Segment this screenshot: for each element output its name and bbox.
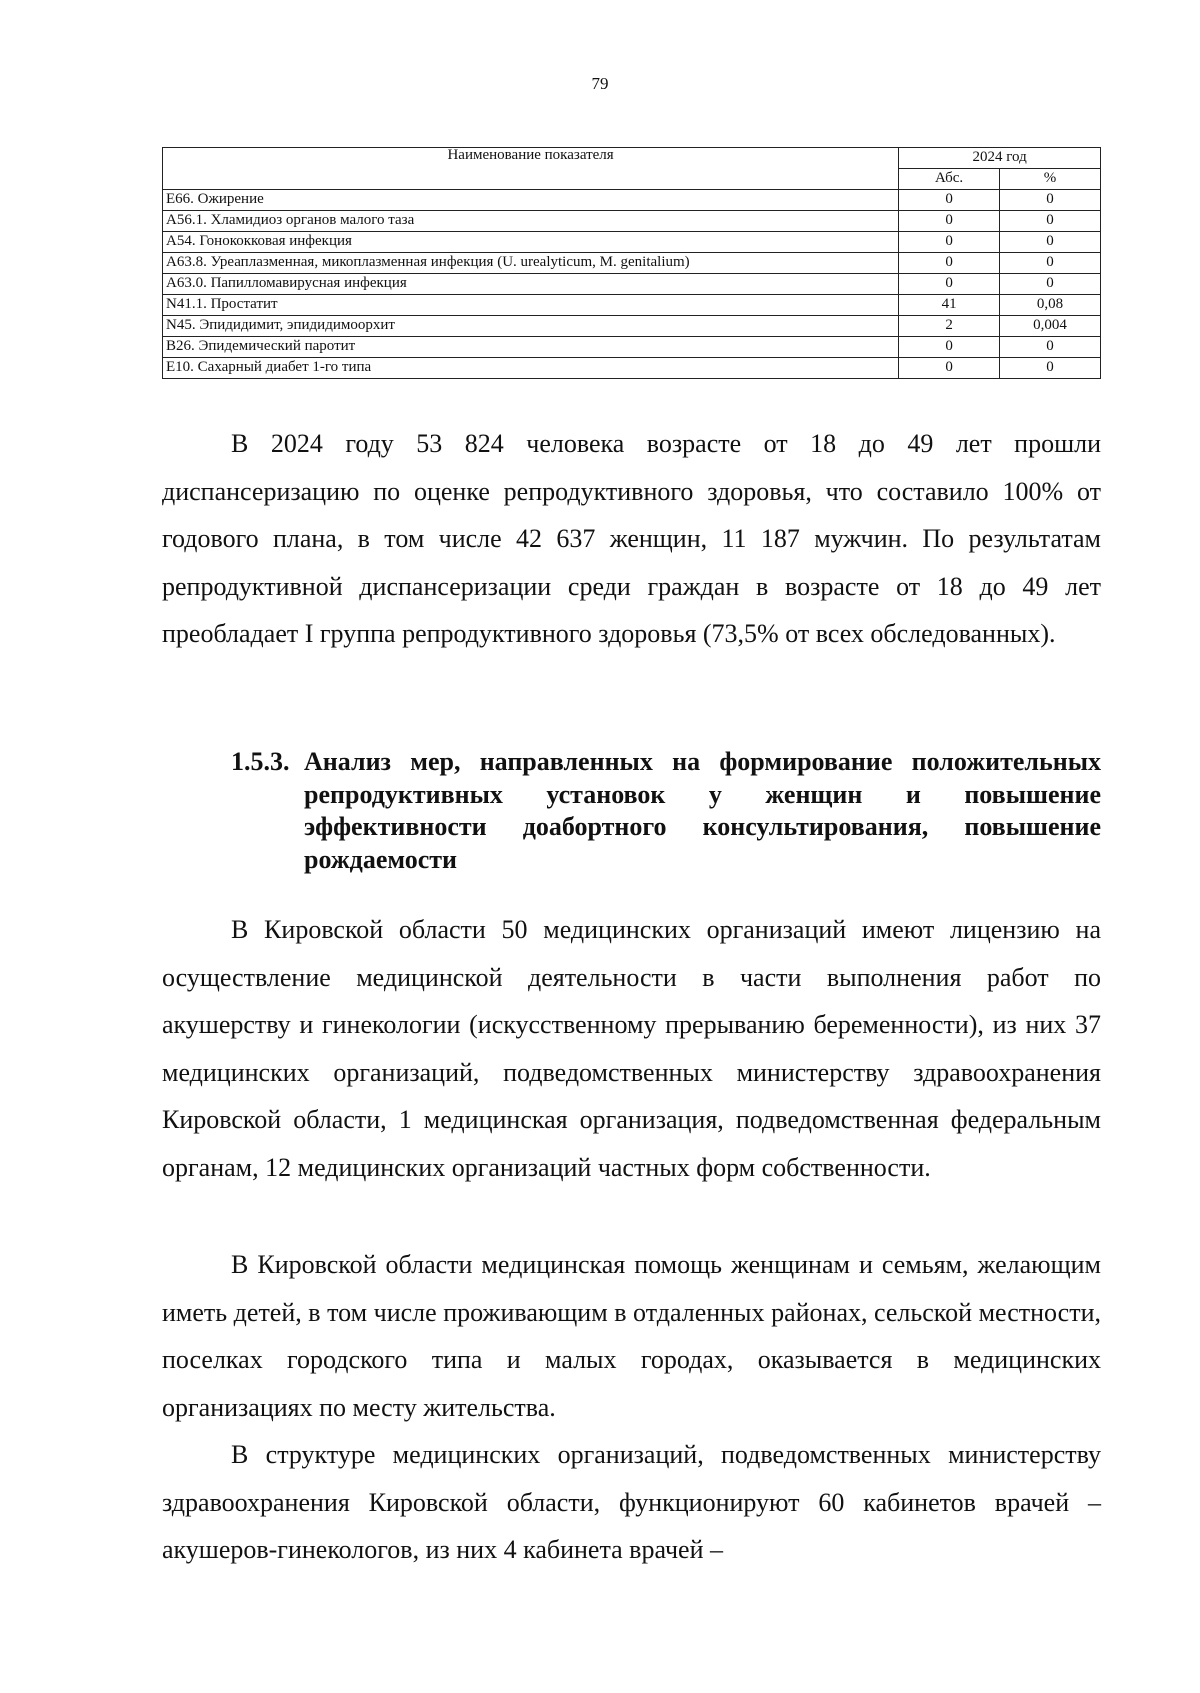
indicator-pct: 0 [999,232,1100,253]
indicator-name: A54. Гонококковая инфекция [163,232,899,253]
indicator-pct: 0 [999,337,1100,358]
table-row [163,316,1101,337]
indicator-name: E66. Ожирение [163,190,899,211]
indicator-pct: 0 [999,358,1100,379]
table-row [163,232,1101,253]
indicator-name: E10. Сахарный диабет 1-го типа [163,358,899,379]
paragraph-licensed-organizations: В Кировской области 50 медицинских организаций имеют лицензию на осуществление медицинской деятельности в части выполнения работ по акушерству и гинекологии (искусственному прерыванию беременности), из них 37 медицинских организаций, подведомственных министерству здравоохранения Кировской области, 1 медицинская организация, подведомственная федеральным органам, 12 медицинских организаций частных форм собственности. [162,915,1101,1182]
page-number: 79 [591,74,609,93]
indicator-pct: 0 [999,211,1100,232]
indicator-pct: 0 [999,274,1100,295]
table-row [163,358,1101,379]
indicator-pct: 0,004 [999,316,1100,337]
indicator-pct: 0 [999,190,1100,211]
indicator-pct: 0,08 [999,295,1100,316]
indicator-name: A63.8. Уреаплазменная, микоплазменная инфекция (U. urealyticum, M. genitalium) [163,253,899,274]
indicator-name: N41.1. Простатит [163,295,899,316]
indicator-abs: 0 [899,232,1000,253]
table-row [163,211,1101,232]
indicator-abs: 2 [899,316,1000,337]
indicator-name: N45. Эпидидимит, эпидидимоорхит [163,316,899,337]
indicator-abs: 0 [899,274,1000,295]
table-row [163,295,1101,316]
column-header-abs: Абс. [899,169,1000,190]
indicator-name: A63.0. Папилломавирусная инфекция [163,274,899,295]
paragraph-clinic-structure: В структуре медицинских организаций, подведомственных министерству здравоохранения Кировской области, функционируют 60 кабинетов врачей – акушеров-гинекологов, из них 4 кабинета врачей – [162,1440,1101,1564]
paragraph-screening-results: В 2024 году 53 824 человека возрасте от 18 до 49 лет прошли диспансеризацию по оценке репродуктивного здоровья, что составило 100% от годового плана, в том числе 42 637 женщин, 11 187 мужчин. По результатам репродуктивной диспансеризации среди граждан в возрасте от 18 до 49 лет преобладает I группа репродуктивного здоровья (73,5% от всех обследованных). [162,429,1101,648]
indicator-abs: 0 [899,337,1000,358]
indicator-abs: 0 [899,211,1000,232]
indicators-table [162,147,1101,379]
indicator-abs: 0 [899,190,1000,211]
column-header-pct: % [999,169,1100,190]
indicator-abs: 0 [899,253,1000,274]
table-header-row [163,148,1101,169]
paragraph-medical-care: В Кировской области медицинская помощь женщинам и семьям, желающим иметь детей, в том числе проживающим в отдаленных районах, сельской местности, поселках городского типа и малых городах, оказывается в медицинских организациях по месту жительства. [162,1250,1101,1422]
column-header-indicator: Наименование показателя [163,148,899,190]
indicator-pct: 0 [999,253,1100,274]
section-heading [231,746,1101,876]
indicator-name: B26. Эпидемический паротит [163,337,899,358]
table-row [163,190,1101,211]
column-header-year: 2024 год [899,148,1101,169]
section-title: Анализ мер, направленных на формирование положительных репродуктивных установок у женщин и повышение эффективности доабортного консультирования, повышение рождаемости [304,747,1101,874]
indicator-abs: 41 [899,295,1000,316]
indicator-abs: 0 [899,358,1000,379]
table-row [163,253,1101,274]
section-number: 1.5.3. [231,747,290,776]
table-row [163,274,1101,295]
indicator-name: A56.1. Хламидиоз органов малого таза [163,211,899,232]
table-row [163,337,1101,358]
